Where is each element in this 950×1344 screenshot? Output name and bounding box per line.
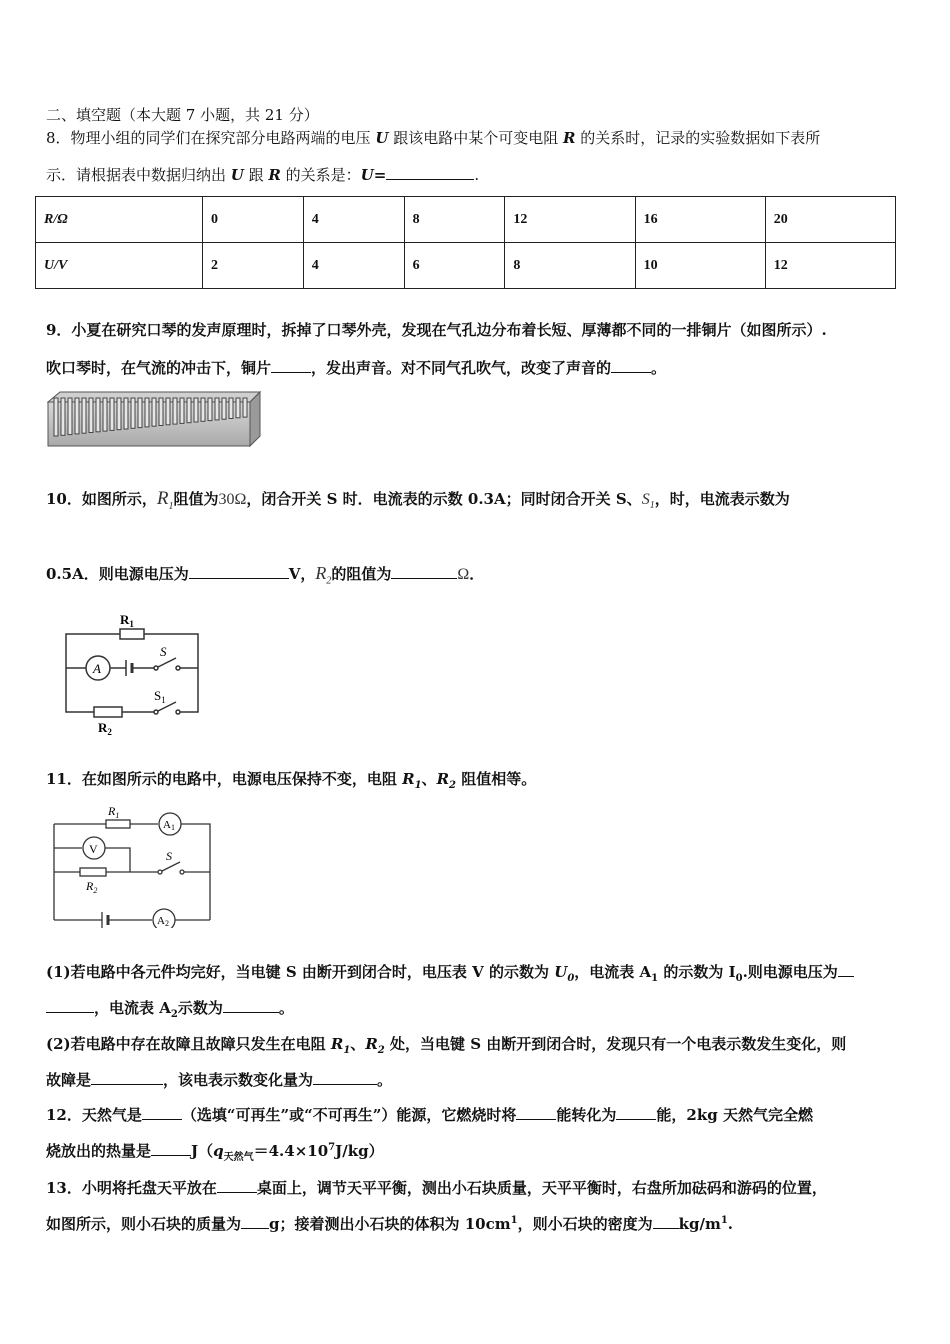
reed-plate <box>68 398 72 435</box>
reed-plate <box>75 398 79 434</box>
fig-label-a1: A1 <box>163 819 175 832</box>
table-cell: 4 <box>303 243 404 289</box>
table-cell: 8 <box>505 243 635 289</box>
fig-label-a2: A2 <box>157 915 169 928</box>
reed-plate <box>208 398 212 421</box>
q11-p2-sep: 、 <box>350 1035 366 1053</box>
q12-line1 <box>46 1104 813 1125</box>
q12-text-b: （选填“可再生”或“不可再生”）能源，它燃烧时将 <box>181 1106 517 1124</box>
q11-r1: $R_1$ <box>402 770 422 791</box>
q12-q-sub: 天然气 <box>223 1152 254 1163</box>
q11-i0-sub: 0 <box>735 973 743 984</box>
q8-answer-blank[interactable] <box>386 165 474 180</box>
q12-var-q: q <box>213 1142 224 1160</box>
reed-plate <box>215 398 219 420</box>
q8-text-f: 的关系是： <box>280 166 361 184</box>
table-cell: 2 <box>203 243 304 289</box>
q9-text-c: 。 <box>651 359 667 377</box>
q8-text-c: 的关系时，记录的实验数据如下表所 <box>575 129 821 147</box>
table-cell: 16 <box>635 197 765 243</box>
q13-blank-density[interactable] <box>653 1214 679 1229</box>
reed-plate <box>180 398 184 423</box>
q11-blank-change[interactable] <box>313 1070 377 1085</box>
q12-blank-4[interactable] <box>151 1141 191 1156</box>
q11-p2-text-a: (2)若电路中存在故障且故障只发生在电阻 <box>46 1035 331 1053</box>
reed-plate <box>173 398 177 424</box>
q10-line1 <box>46 488 790 512</box>
q9-line1: 9．小夏在研究口琴的发声原理时，拆掉了口琴外壳，发现在气孔边分布着长短、厚薄都不同的一排铜片（如图所示）. <box>46 321 827 339</box>
reed-plate <box>110 398 114 430</box>
table-cell: 8 <box>404 197 505 243</box>
q10-sym-30ohm: 30Ω <box>218 491 247 508</box>
q11-r2: $R_2$ <box>436 770 456 791</box>
fig-label-s: S <box>166 849 172 863</box>
q10-text-h: ． <box>469 565 485 583</box>
reed-plate <box>236 398 240 418</box>
q11-part2-line1 <box>46 1033 846 1056</box>
q10-blank-voltage[interactable] <box>189 564 289 579</box>
q9-blank-2[interactable] <box>611 358 651 373</box>
q11-blank-a2[interactable] <box>223 998 279 1013</box>
q11-blank-voltage-b[interactable] <box>46 998 94 1013</box>
q8-line2 <box>46 164 479 185</box>
q13-line2 <box>46 1213 733 1234</box>
table-row <box>36 197 896 243</box>
q12-text-g: ＝4.4×10 <box>253 1142 329 1160</box>
reed-plate <box>124 398 128 429</box>
fig-label-r2: $R_2$ <box>86 879 98 895</box>
q11-p2-text-b: 处，当电键 S 由断开到闭合时，发现只有一个电表示数发生变化，则 <box>384 1035 847 1053</box>
reed-plate <box>138 398 142 428</box>
q11-p2-text-c: 故障是 <box>46 1071 92 1089</box>
reed-plate <box>145 398 149 427</box>
q10-line2 <box>46 563 484 587</box>
q11-p1-text-e: ，电流表 A <box>94 999 171 1017</box>
table-row <box>36 243 896 289</box>
q12-text-a: 12．天然气是 <box>46 1106 142 1124</box>
q11-text-a: 11．在如图所示的电路中，电源电压保持不变，电阻 <box>46 770 403 788</box>
r2-resistor <box>94 707 122 717</box>
q9-blank-1[interactable] <box>271 358 311 373</box>
q8-var-u: U <box>375 129 389 147</box>
q10-circuit-diagram <box>58 606 206 736</box>
q11-p2-text-e: 。 <box>377 1071 393 1089</box>
q8-text-b: 跟该电路中某个可变电阻 <box>388 129 563 147</box>
q11-p1-text-a: (1)若电路中各元件均完好，当电键 S 由断开到闭合时，电压表 V 的示数为 <box>46 963 555 981</box>
q11-line1 <box>46 768 536 791</box>
q13-text-a: 13．小明将托盘天平放在 <box>46 1179 217 1197</box>
q8-line1 <box>46 127 820 148</box>
q8-text-d: 示．请根据表中数据归纳出 <box>46 166 231 184</box>
q10-sym-ohm: Ω <box>457 566 470 583</box>
q8-var-r: R <box>562 129 576 147</box>
reed-plate <box>103 398 107 431</box>
q13-line1 <box>46 1177 827 1198</box>
table-header-u: U/V <box>36 243 203 289</box>
q9-text-b: ，发出声音。对不同气孔吹气，改变了声音的 <box>311 359 612 377</box>
q10-text-d: ，时，电流表示数为 <box>654 490 790 508</box>
fig-label-r1: $R_1$ <box>108 804 120 820</box>
q8-var-r2: R <box>268 166 281 184</box>
fig-label-s: S <box>160 644 167 659</box>
fig-label-r2: $R_2$ <box>98 720 112 736</box>
fig-label-v: V <box>89 842 98 856</box>
q10-text-f: V， <box>288 565 316 583</box>
q11-sep: 、 <box>421 770 437 788</box>
q13-blank-mass[interactable] <box>241 1214 269 1229</box>
q11-blank-fault[interactable] <box>91 1070 163 1085</box>
r2-resistor <box>80 868 106 876</box>
q11-part2-line2 <box>46 1069 392 1090</box>
reed-plate <box>243 398 247 417</box>
q8-text-a: 8．物理小组的同学们在探究部分电路两端的电压 <box>46 129 376 147</box>
q13-blank-1[interactable] <box>217 1178 257 1193</box>
q12-blank-2[interactable] <box>516 1105 556 1120</box>
reed-plate <box>222 398 226 419</box>
q12-blank-1[interactable] <box>142 1105 182 1120</box>
q8-var-u2: U <box>230 166 244 184</box>
q11-circuit-diagram <box>46 800 216 928</box>
r1-resistor <box>120 629 144 639</box>
reed-plate <box>152 398 156 426</box>
table-cell: 6 <box>404 243 505 289</box>
table-cell: 10 <box>635 243 765 289</box>
q12-line2 <box>46 1140 384 1163</box>
reed-plate <box>61 398 65 435</box>
q13-text-g: . <box>727 1215 734 1233</box>
fig-label-r1: $R_1$ <box>120 612 134 629</box>
q9-line2 <box>46 357 666 378</box>
q11-blank-voltage-a[interactable] <box>838 962 854 977</box>
fig-label-a: A <box>93 661 101 676</box>
q11-p1-text-c: 的示数为 I <box>658 963 736 981</box>
q12-blank-3[interactable] <box>616 1105 656 1120</box>
q11-u0: $U_0$ <box>554 963 575 984</box>
q11-a1-sub: 1 <box>651 973 659 984</box>
q12-text-e: 烧放出的热量是 <box>46 1142 152 1160</box>
reed-plate <box>117 398 121 430</box>
table-header-r: R/Ω <box>36 197 203 243</box>
q12-text-d: 能，2kg 天然气完全燃 <box>656 1106 813 1124</box>
q12-exp: 7 <box>328 1142 336 1153</box>
q10-blank-resistance[interactable] <box>391 564 457 579</box>
q11-p2-text-d: ，该电表示数变化量为 <box>163 1071 314 1089</box>
reed-plate <box>159 398 163 426</box>
reed-plate <box>131 398 135 428</box>
reed-plate <box>96 398 100 432</box>
r1-resistor <box>106 820 130 828</box>
q9-text-a: 吹口琴时，在气流的冲击下，铜片 <box>46 359 272 377</box>
q11-p2-r1: $R_1$ <box>330 1035 351 1056</box>
reed-plate <box>166 398 170 425</box>
reed-plate <box>187 398 191 423</box>
table-cell: 12 <box>505 197 635 243</box>
reed-plate <box>201 398 205 421</box>
q8-end: . <box>474 166 480 184</box>
q8-text-e: 跟 <box>243 166 269 184</box>
section-title: 二、填空题（本大题 7 小题，共 21 分） <box>46 106 319 124</box>
reed-plate <box>229 398 233 419</box>
q11-text-b: 阻值相等。 <box>456 770 537 788</box>
q11-p1-text-d: .则电源电压为 <box>742 963 838 981</box>
q12-text-f: J（ <box>191 1142 214 1160</box>
q10-text-e: 0.5A．则电源电压为 <box>46 565 189 583</box>
q10-text-g: 的阻值为 <box>331 565 392 583</box>
q11-a2-sub: 2 <box>170 1009 178 1020</box>
q13-text-c: 如图所示，则小石块的质量为 <box>46 1215 242 1233</box>
fig-label-s1: $S_1$ <box>154 688 166 705</box>
table-cell: 12 <box>765 243 895 289</box>
q11-p1-text-f: 示数为 <box>177 999 223 1017</box>
table-cell: 20 <box>765 197 895 243</box>
q10-text-a: 10．如图所示， <box>46 490 157 508</box>
q13-text-f: kg/m <box>678 1215 721 1233</box>
reed-plate <box>82 398 86 433</box>
harmonica-reeds-figure <box>46 388 262 450</box>
q11-part1-line2 <box>46 997 294 1020</box>
q13-text-e: ，则小石块的密度为 <box>517 1215 653 1233</box>
reed-plate <box>54 398 58 436</box>
q10-text-c: ，闭合开关 S 时．电流表的示数 0.3A；同时闭合开关 S、 <box>246 490 642 508</box>
q11-p2-r2: $R_2$ <box>365 1035 385 1056</box>
q13-sup2: 1 <box>720 1215 728 1226</box>
reed-plate <box>194 398 198 422</box>
q8-data-table <box>35 196 896 289</box>
q13-sup1: 1 <box>510 1215 518 1226</box>
q13-text-d: g；接着测出小石块的体积为 10cm <box>269 1215 511 1233</box>
q12-text-h: J/kg） <box>335 1142 384 1160</box>
table-cell: 4 <box>303 197 404 243</box>
q10-text-b: 阻值为 <box>173 490 219 508</box>
q8-answer-label: U= <box>360 166 387 184</box>
q10-sym-r2: $R_2$ <box>315 563 332 587</box>
reed-plate <box>89 398 93 433</box>
q13-text-b: 桌面上，调节天平平衡，测出小石块质量，天平平衡时，右盘所加砝码和游码的位置， <box>256 1179 827 1197</box>
table-cell: 0 <box>203 197 304 243</box>
q11-p1-text-g: 。 <box>278 999 294 1017</box>
q10-sym-s1: $S_1$ <box>641 491 655 512</box>
q10-sym-r1: $R_1$ <box>156 488 174 512</box>
q11-part1-line1 <box>46 961 854 984</box>
q12-text-c: 能转化为 <box>556 1106 617 1124</box>
q11-p1-text-b: ，电流表 A <box>574 963 652 981</box>
